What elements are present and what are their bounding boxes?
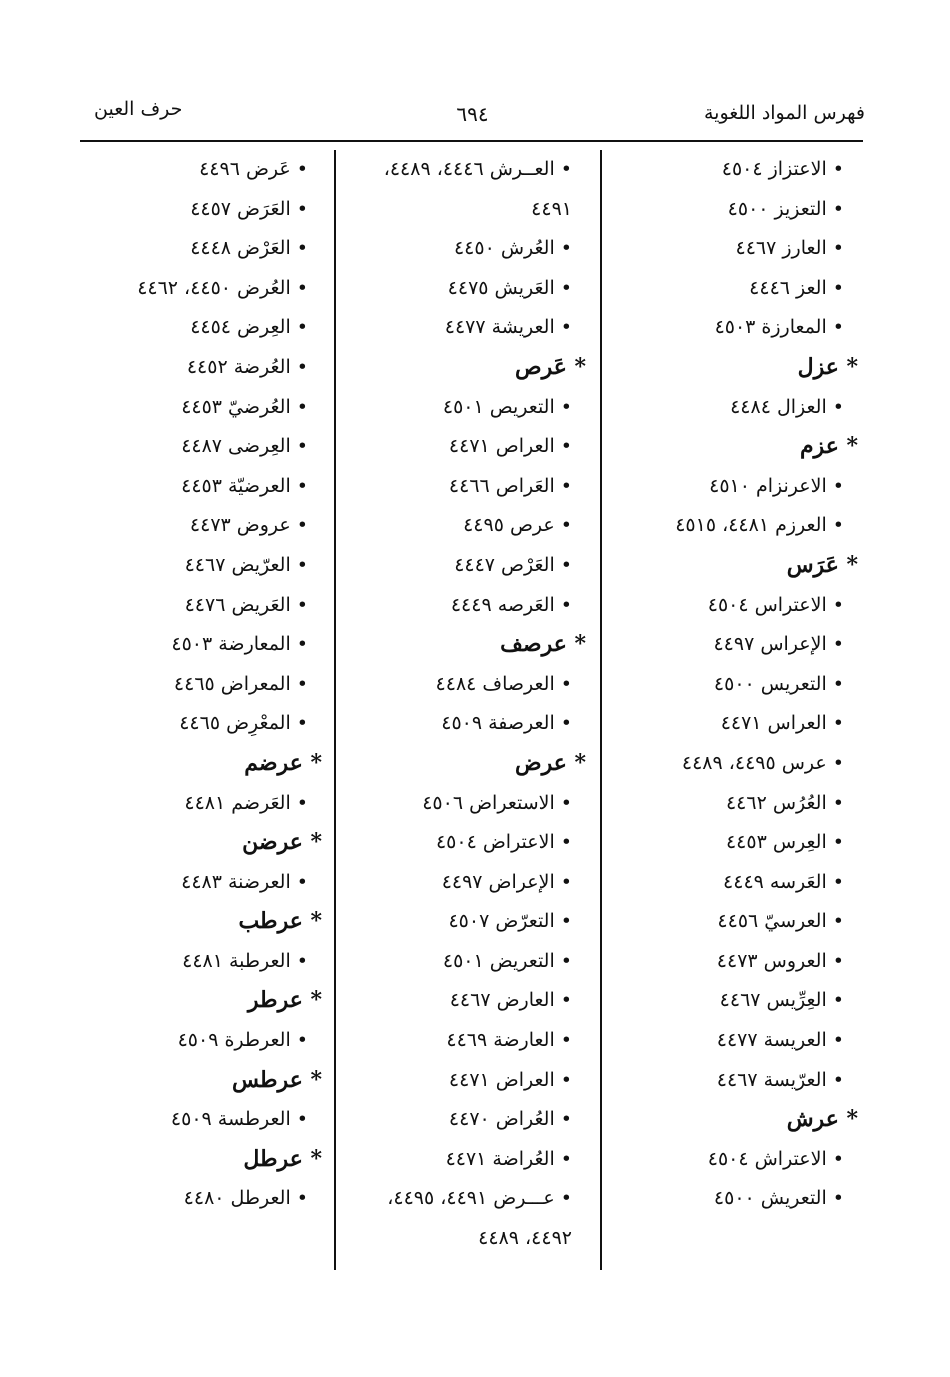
index-entry: • العراص ٤٤٧١ bbox=[448, 435, 572, 458]
root-heading: * عرض bbox=[514, 749, 586, 776]
index-entry: • الاعتراض ٤٥٠٤ bbox=[435, 831, 572, 854]
header-rule bbox=[80, 140, 863, 142]
entry-continuation: ٤٤٩١ bbox=[531, 197, 572, 220]
index-entry: • العارز ٤٤٦٧ bbox=[735, 237, 844, 260]
chapter-title: حرف العين bbox=[94, 98, 183, 120]
index-entry: • الإعراض ٤٤٩٧ bbox=[441, 870, 572, 893]
index-entry: • العَرسه ٤٤٤٩ bbox=[723, 870, 844, 893]
index-entry: • العراس ٤٤٧١ bbox=[720, 712, 844, 735]
root-heading: * عزل bbox=[797, 353, 858, 380]
index-column-right bbox=[604, 150, 866, 1219]
index-entry: • عرس ٤٤٩٥، ٤٤٨٩ bbox=[681, 751, 844, 774]
index-entry: • العراض ٤٤٧١ bbox=[448, 1068, 572, 1091]
index-entry: • العُرضيّ ٤٤٥٣ bbox=[181, 395, 308, 418]
index-entry: • العرضنة ٤٤٨٣ bbox=[181, 870, 308, 893]
root-heading: * عَرص bbox=[514, 353, 586, 380]
index-entry: • التعزيز ٤٥٠٠ bbox=[727, 197, 844, 220]
root-heading: * عرطب bbox=[238, 908, 322, 935]
index-entry: • العَرَض ٤٤٥٧ bbox=[190, 197, 308, 220]
index-entry: • الاعتراش ٤٥٠٤ bbox=[707, 1147, 844, 1170]
index-entry: • العُرش ٤٤٥٠ bbox=[453, 237, 572, 260]
root-heading: * عرش bbox=[786, 1106, 858, 1133]
index-entry: • المعارضة ٤٥٠٣ bbox=[171, 633, 308, 656]
index-entry: • العَرصه ٤٤٤٩ bbox=[450, 593, 572, 616]
index-entry: • المعراض ٤٤٦٥ bbox=[173, 672, 308, 695]
index-entry: • العَرْض ٤٤٤٨ bbox=[190, 237, 308, 260]
index-entry: • العرطل ٤٤٨٠ bbox=[183, 1187, 308, 1210]
index-entry: • العِرس ٤٤٥٣ bbox=[725, 831, 844, 854]
entry-continuation: ٤٤٩٢، ٤٤٨٩ bbox=[478, 1227, 572, 1250]
index-entry: • العرطسة ٤٥٠٩ bbox=[170, 1108, 308, 1131]
index-entry: • التعريض ٤٥٠١ bbox=[442, 949, 572, 972]
index-column-left bbox=[80, 150, 330, 1219]
index-entry: • العرصاف ٤٤٨٤ bbox=[435, 672, 572, 695]
index-entry: • العُرضة ٤٤٥٢ bbox=[186, 355, 308, 378]
index-entry: • العرضيّة ٤٤٥٣ bbox=[181, 474, 308, 497]
index-entry: • العُراض ٤٤٧٠ bbox=[448, 1108, 572, 1131]
index-entry: • العريشة ٤٤٧٧ bbox=[444, 316, 572, 339]
index-entry: • المعارزة ٤٥٠٣ bbox=[714, 316, 844, 339]
index-entry: • العرّيسة ٤٤٦٧ bbox=[716, 1068, 844, 1091]
index-entry: • العَرْص ٤٤٤٧ bbox=[454, 553, 572, 576]
index-entry: • الاعتزاز ٤٥٠٤ bbox=[721, 158, 844, 180]
root-heading: * عرضم bbox=[244, 749, 322, 776]
index-entry: • الاعرنزام ٤٥١٠ bbox=[709, 474, 844, 497]
index-entry: • العرصفة ٤٥٠٩ bbox=[441, 712, 572, 735]
index-entry: • العَرضم ٤٤٨١ bbox=[184, 791, 308, 814]
index-entry: • عَرض ٤٤٩٦ bbox=[199, 158, 308, 180]
index-entry: • الاعتراس ٤٥٠٤ bbox=[707, 593, 844, 616]
index-entry: • العِرِّيس ٤٤٦٧ bbox=[719, 989, 844, 1012]
index-entry: • العُراضة ٤٤٧١ bbox=[445, 1147, 572, 1170]
index-entry: • العُرُس ٤٤٦٢ bbox=[725, 791, 844, 814]
page-number: ٦٩٤ bbox=[456, 102, 489, 126]
index-entry: • التعرّض ٤٥٠٧ bbox=[448, 910, 572, 933]
root-heading: * عزم bbox=[799, 433, 858, 460]
index-entry: • العرزم ٤٤٨١، ٤٥١٥ bbox=[675, 514, 844, 537]
index-entry: • العارض ٤٤٦٧ bbox=[449, 989, 572, 1012]
index-entry: • العرسيّ ٤٤٥٦ bbox=[717, 910, 844, 933]
index-entry: • العَريض ٤٤٧٦ bbox=[184, 593, 308, 616]
index-entry: • العِرض ٤٤٥٤ bbox=[190, 316, 308, 339]
index-entry: • العرّيض ٤٤٦٧ bbox=[184, 553, 308, 576]
section-title: فهرس المواد اللغوية bbox=[703, 102, 865, 124]
index-entry: • التعريص ٤٥٠١ bbox=[442, 395, 572, 418]
page-header bbox=[80, 92, 865, 132]
index-entry: • العرطرة ٤٥٠٩ bbox=[177, 1029, 308, 1052]
index-entry: • العارضة ٤٤٦٩ bbox=[446, 1029, 572, 1052]
index-entry: • العريسة ٤٤٧٧ bbox=[716, 1029, 844, 1052]
index-entry: • المعْرِض ٤٤٦٥ bbox=[179, 712, 308, 735]
root-heading: * عرضن bbox=[242, 829, 322, 856]
index-entry: • العِرضى ٤٤٨٧ bbox=[181, 435, 308, 458]
root-heading: * عرصف bbox=[500, 631, 586, 658]
index-entry: • العروس ٤٤٧٣ bbox=[716, 949, 844, 972]
index-entry: • عروض ٤٤٧٣ bbox=[189, 514, 308, 537]
index-entry: • التعريس ٤٥٠٠ bbox=[713, 672, 844, 695]
root-heading: * عرطس bbox=[232, 1066, 322, 1093]
column-divider-right bbox=[600, 150, 602, 1270]
index-entry: • العُرض ٤٤٥٠، ٤٤٦٢ bbox=[137, 276, 308, 299]
index-entry: • التعريش ٤٥٠٠ bbox=[713, 1187, 844, 1210]
index-entry: • العرطبة ٤٤٨١ bbox=[182, 949, 308, 972]
column-divider-left bbox=[334, 150, 336, 1270]
index-entry: • الإعراس ٤٤٩٧ bbox=[713, 633, 844, 656]
index-entry: • عرص ٤٤٩٥ bbox=[463, 514, 572, 537]
index-entry: • الاستعراض ٤٥٠٦ bbox=[422, 791, 572, 814]
index-column-middle bbox=[340, 150, 594, 1259]
index-entry: • العَراص ٤٤٦٦ bbox=[448, 474, 572, 497]
index-entry: • العز ٤٤٤٦ bbox=[749, 276, 844, 299]
root-heading: * عرطر bbox=[247, 987, 322, 1014]
index-entry: • العــرش ٤٤٤٦، ٤٤٨٩، bbox=[383, 158, 572, 180]
index-entry: • عـــرض ٤٤٩١، ٤٤٩٥، bbox=[387, 1187, 572, 1210]
index-entry: • العَريش ٤٤٧٥ bbox=[447, 276, 572, 299]
root-heading: * عَرَس bbox=[786, 551, 858, 578]
index-entry: • العزال ٤٤٨٤ bbox=[730, 395, 844, 418]
root-heading: * عرطل bbox=[243, 1145, 322, 1172]
